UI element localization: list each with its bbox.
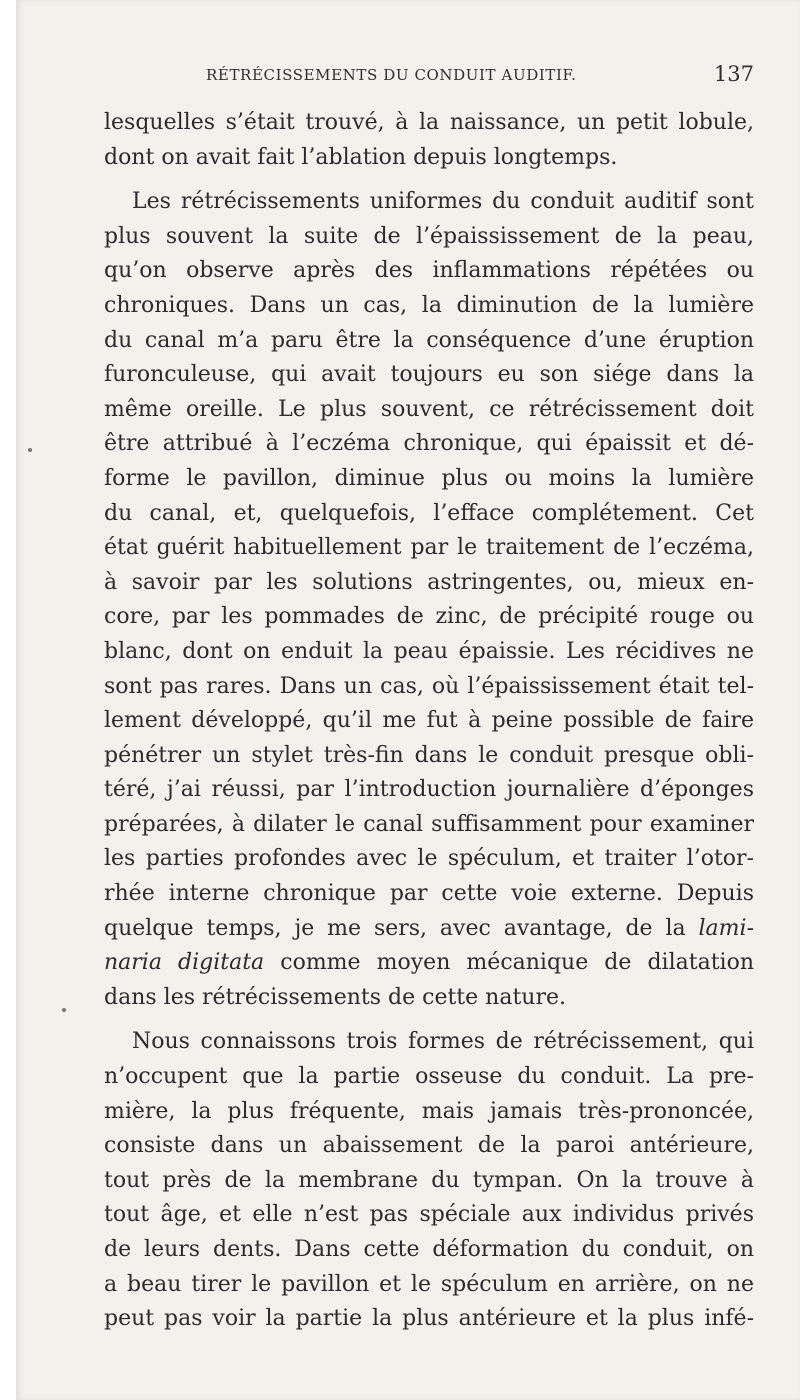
text-line: plus souvent la suite de l’épaississement de la peau, [104, 223, 754, 249]
paragraph-gap [104, 175, 754, 185]
paragraph-continuation [104, 106, 754, 175]
paragraph-gap [104, 1015, 754, 1025]
text-line: préparées, à dilater le canal suffisamment pour examiner [104, 811, 754, 837]
text-line: état guérit habituellement par le traitement de l’eczéma, [104, 535, 754, 561]
text-line: a beau tirer le pavillon et le spéculum en arrière, on ne [104, 1271, 754, 1297]
text-line: dont on avait fait l’ablation depuis longtemps. [104, 144, 618, 170]
book-page [16, 0, 800, 1400]
text-line: blanc, dont on enduit la peau épaissie. Les récidives ne [104, 638, 754, 664]
text-line: lesquelles s’était trouvé, à la naissance, un petit lobule, [104, 110, 754, 135]
text-line: à savoir par les solutions astringentes, ou, mieux en- [104, 569, 754, 595]
text-line: téré, j’ai réussi, par l’introduction journalière d’éponges [104, 777, 754, 803]
paragraph-three-forms [104, 1025, 754, 1336]
text-line: n’occupent que la partie osseuse du conduit. La pre- [104, 1064, 754, 1090]
text-line: tout près de la membrane du tympan. On la trouve à [104, 1167, 754, 1193]
text-line: du canal, et, quelquefois, l’efface complétement. Cet [104, 500, 754, 526]
print-speck [62, 1008, 66, 1012]
text-line: être attribué à l’eczéma chronique, qui épaissit et dé- [104, 431, 754, 457]
text-line: Nous connaissons trois formes de rétrécissement, qui [132, 1029, 754, 1055]
running-title: RÉTRÉCISSEMENTS DU CONDUIT AUDITIF. [206, 66, 577, 84]
text-line: peut pas voir la partie la plus antérieure et la plus infé- [104, 1306, 754, 1332]
text-line-with-italic [104, 912, 754, 947]
text-line: dans les rétrécissements de cette nature. [104, 984, 566, 1010]
text-line: sont pas rares. Dans un cas, où l’épaississement était tel- [104, 673, 754, 699]
text-line-with-italic [104, 946, 754, 981]
text-span: comme moyen mécanique de dilatation [264, 950, 754, 976]
text-line: consiste dans un abaissement de la paroi antérieure, [104, 1133, 754, 1159]
text-line: les parties profondes avec le spéculum, et traiter l’otor- [104, 846, 754, 872]
text-line: forme le pavillon, diminue plus ou moins la lumière [104, 465, 754, 491]
body-text [104, 106, 754, 1337]
text-line: mière, la plus fréquente, mais jamais très-prononcée, [104, 1098, 754, 1124]
italic-term: lami- [698, 915, 754, 941]
print-speck [28, 448, 32, 452]
page-header [206, 62, 754, 92]
page-number: 137 [713, 62, 754, 86]
text-line: de leurs dents. Dans cette déformation du conduit, on [104, 1237, 754, 1262]
text-line: furonculeuse, qui avait toujours eu son siége dans la [104, 362, 754, 388]
text-line: chroniques. Dans un cas, la diminution de la lumière [104, 292, 754, 318]
paragraph-uniform-strictures [104, 185, 754, 1015]
text-line: lement développé, qu’il me fut à peine possible de faire [104, 708, 754, 734]
text-line: Les rétrécissements uniformes du conduit auditif sont [132, 189, 754, 215]
italic-term: naria digitata [104, 950, 265, 976]
text-line: qu’on observe après des inflammations répétées ou [104, 258, 754, 284]
text-line: du canal m’a paru être la conséquence d’une éruption [104, 327, 754, 353]
text-line: pénétrer un stylet très-fin dans le conduit presque obli- [104, 742, 754, 768]
text-line: même oreille. Le plus souvent, ce rétrécissement doit [104, 396, 754, 422]
text-line: core, par les pommades de zinc, de précipité rouge ou [104, 604, 754, 630]
text-line: rhée interne chronique par cette voie externe. Depuis [104, 881, 754, 907]
text-span: quelque temps, je me sers, avec avantage, de la [104, 915, 686, 941]
text-line: tout âge, et elle n’est pas spéciale aux individus privés [104, 1202, 754, 1228]
